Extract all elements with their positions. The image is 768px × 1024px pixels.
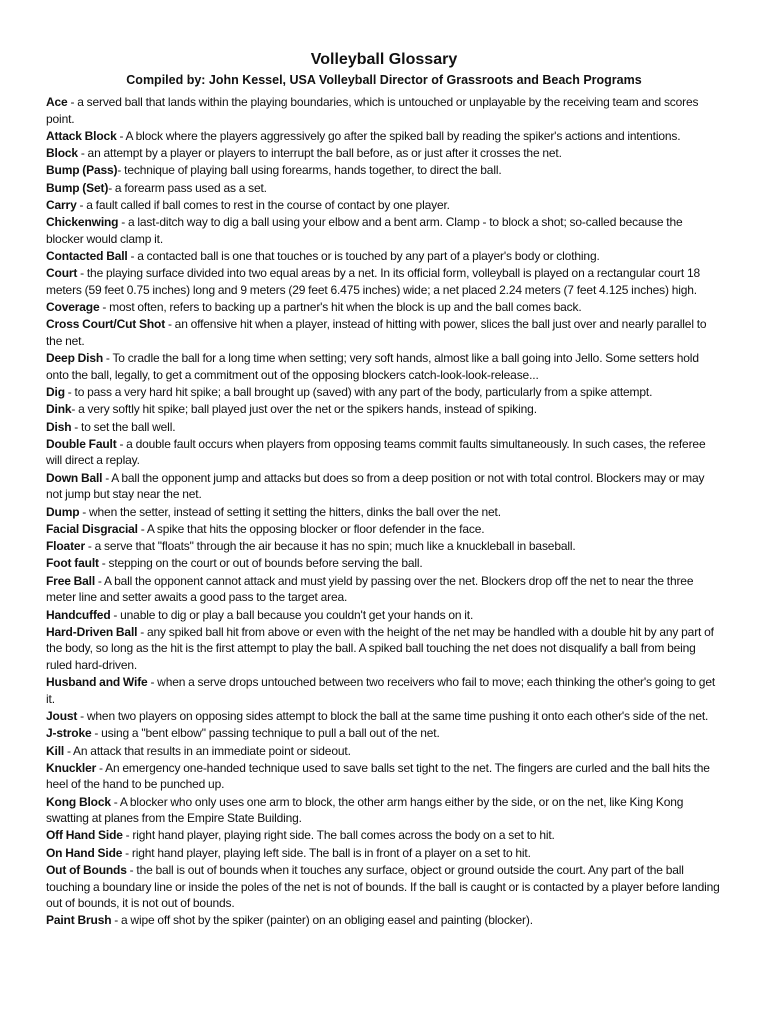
document-title: Volleyball Glossary xyxy=(310,51,458,68)
glossary-term: Bump (Pass) xyxy=(46,163,118,178)
glossary-term: Carry xyxy=(46,197,77,212)
glossary-entry xyxy=(46,436,722,469)
glossary-definition: - the ball is out of bounds when it touches any surface, object or ground outside the court. Any part of the ball touching a boundary line or inside the poles of the net is not of bounds. If the ball is caught or is contacted by a player before landing out of bounds, it is not out of bounds. xyxy=(46,863,720,910)
glossary-definition: - To cradle the ball for a long time when setting; very soft hands, almost like a ball going into Jello. Some setters hold onto the ball, legally, to get a commitment out of the opposing blockers catch-look-look-release... xyxy=(46,351,699,382)
glossary-definition: - to set the ball well. xyxy=(71,419,176,434)
glossary-entry xyxy=(46,145,722,162)
glossary-definition: - most often, refers to backing up a partner's hit when the block is up and the ball comes back. xyxy=(99,300,582,315)
glossary-term: Hard-Driven Ball xyxy=(46,624,138,639)
glossary-term: Attack Block xyxy=(46,128,117,143)
glossary-term: Cross Court/Cut Shot xyxy=(46,317,166,332)
glossary-term: Double Fault xyxy=(46,436,117,451)
glossary-entry xyxy=(46,265,722,298)
glossary-term: Joust xyxy=(46,708,78,723)
glossary-definition: - when a serve drops untouched between two receivers who fail to move; each thinking the other's going to get it. xyxy=(46,675,716,706)
glossary-definition: - when two players on opposing sides attempt to block the ball at the same time pushing it onto each other's side of the net. xyxy=(77,708,709,723)
glossary-entry xyxy=(46,760,722,793)
glossary-definition: - a very softly hit spike; ball played just over the net or the spikers hands, instead of spiking. xyxy=(71,402,537,417)
glossary-definition: - an attempt by a player or players to interrupt the ball before, as or just after it crosses the net. xyxy=(77,146,562,161)
glossary-entry xyxy=(46,299,722,316)
glossary-term: Foot fault xyxy=(46,556,99,571)
glossary-term: Handcuffed xyxy=(46,607,111,622)
glossary-definition: - unable to dig or play a ball because you couldn't get your hands on it. xyxy=(110,607,474,622)
glossary-term: Dig xyxy=(46,385,65,400)
glossary-term: Dink xyxy=(46,402,72,417)
glossary-definition: - A spike that hits the opposing blocker or floor defender in the face. xyxy=(137,521,485,536)
glossary-entry xyxy=(46,470,722,503)
glossary-entry xyxy=(46,316,722,349)
glossary-definition: - when the setter, instead of setting it setting the hitters, dinks the ball over the net. xyxy=(79,504,501,519)
glossary-term: J-stroke xyxy=(46,726,92,741)
glossary-definition: - a double fault occurs when players from opposing teams commit faults simultaneously. In such cases, the referee will direct a replay. xyxy=(46,436,706,468)
glossary-entry xyxy=(46,384,722,401)
glossary-entry xyxy=(46,725,722,742)
glossary-term: Court xyxy=(46,266,78,281)
glossary-entry xyxy=(46,350,722,383)
glossary-definition: - to pass a very hard hit spike; a ball brought up (saved) with any part of the body, particularly from a spike attempt. xyxy=(64,385,653,400)
glossary-definition: - a forearm pass used as a set. xyxy=(108,180,267,195)
glossary-entry xyxy=(46,845,722,862)
glossary-definition: - any spiked ball hit from above or even with the height of the net may be handled with a double hit by any part of the body, so long as the hit is the first attempt to play the ball. A spiked ball touching the net does not disqualify a ball from being ruled hard-driven. xyxy=(46,624,714,672)
glossary-entry-list xyxy=(46,94,722,929)
glossary-term: Paint Brush xyxy=(46,913,112,928)
glossary-term: Husband and Wife xyxy=(46,675,148,690)
glossary-term: Floater xyxy=(46,539,85,554)
glossary-definition: - right hand player, playing right side. The ball comes across the body on a set to hit. xyxy=(122,828,555,843)
glossary-term: Block xyxy=(46,146,78,161)
glossary-definition: - technique of playing ball using forearms, hands together, to direct the ball. xyxy=(117,163,502,178)
glossary-entry xyxy=(46,708,722,725)
glossary-term: Coverage xyxy=(46,300,100,315)
glossary-entry xyxy=(46,214,722,247)
glossary-definition: - right hand player, playing left side. The ball is in front of a player on a set to hit. xyxy=(122,845,531,860)
glossary-entry xyxy=(46,180,722,197)
glossary-term: Free Ball xyxy=(46,573,96,588)
glossary-term: Kill xyxy=(46,743,65,758)
glossary-term: Ace xyxy=(46,95,68,109)
glossary-entry xyxy=(46,862,722,912)
glossary-definition: - stepping on the court or out of bounds before serving the ball. xyxy=(98,556,423,571)
glossary-entry xyxy=(46,401,722,418)
glossary-entry xyxy=(46,162,722,179)
glossary-definition: - a served ball that lands within the playing boundaries, which is untouched or unplayable by the receiving team and scores point. xyxy=(46,95,699,126)
glossary-definition: - an offensive hit when a player, instead of hitting with power, slices the ball just over and nearly parallel to the net. xyxy=(46,317,707,348)
glossary-entry xyxy=(46,94,722,127)
glossary-term: Out of Bounds xyxy=(46,863,127,877)
glossary-definition: - a serve that "floats" through the air because it has no spin; much like a knuckleball in baseball. xyxy=(84,539,576,554)
glossary-definition: - A ball the opponent jump and attacks but does so from a deep position or not with total control. Blockers may or may not jump but stay near the net. xyxy=(46,470,705,502)
glossary-entry xyxy=(46,912,722,929)
glossary-term: Chickenwing xyxy=(46,215,119,230)
glossary-entry xyxy=(46,743,722,760)
glossary-entry xyxy=(46,419,722,436)
glossary-term: Dump xyxy=(46,504,80,519)
glossary-term: Off Hand Side xyxy=(46,828,123,843)
glossary-definition: - A ball the opponent cannot attack and must yield by passing over the net. Blockers drop off the net to near the three meter line and setter awaits a good pass to the target area. xyxy=(46,573,694,605)
glossary-term: Down Ball xyxy=(46,470,103,485)
glossary-entry xyxy=(46,624,722,674)
glossary-definition: - a fault called if ball comes to rest in the course of contact by one player. xyxy=(76,197,450,212)
glossary-entry xyxy=(46,674,722,707)
glossary-entry xyxy=(46,573,722,606)
glossary-term: Bump (Set) xyxy=(46,180,109,195)
glossary-term: On Hand Side xyxy=(46,845,123,860)
glossary-entry xyxy=(46,248,722,265)
glossary-entry xyxy=(46,128,722,145)
glossary-term: Facial Disgracial xyxy=(46,521,138,536)
glossary-definition: - the playing surface divided into two equal areas by a net. In its official form, volleyball is played on a rectangular court 18 meters (59 feet 0.75 inches) long and 9 meters (29 feet 6.475 inches) wide; a net placed 2.24 meters (7 feet 4.125 inches) high. xyxy=(46,266,701,297)
glossary-entry xyxy=(46,504,722,521)
glossary-definition: - a wipe off shot by the spiker (painter) on an obliging easel and painting (blocker). xyxy=(111,913,533,928)
glossary-entry xyxy=(46,607,722,624)
glossary-entry xyxy=(46,827,722,844)
glossary-term: Knuckler xyxy=(46,760,97,775)
glossary-term: Contacted Ball xyxy=(46,249,128,264)
glossary-entry xyxy=(46,794,722,827)
glossary-definition: - A blocker who only uses one arm to block, the other arm hangs either by the side, or on the net, like King Kong swatting at planes from the Empire State Building. xyxy=(46,794,684,826)
glossary-definition: - a last-ditch way to dig a ball using your elbow and a bent arm. Clamp - to block a shot; so-called because the blocker would clamp it. xyxy=(46,215,683,246)
glossary-term: Kong Block xyxy=(46,794,111,809)
glossary-definition: - A block where the players aggressively go after the spiked ball by reading the spiker's actions and intentions. xyxy=(116,128,681,143)
glossary-definition: - An emergency one-handed technique used to save balls set tight to the net. The fingers are curled and the ball hits the heel of the hand to be punched up. xyxy=(46,760,710,792)
glossary-term: Dish xyxy=(46,419,72,434)
document-subtitle: Compiled by: John Kessel, USA Volleyball Director of Grassroots and Beach Programs xyxy=(126,73,642,87)
glossary-definition: - An attack that results in an immediate point or sideout. xyxy=(64,743,351,758)
glossary-definition: - a contacted ball is one that touches or is touched by any part of a player's body or clothing. xyxy=(127,249,600,264)
glossary-definition: - using a "bent elbow" passing technique to pull a ball out of the net. xyxy=(91,726,440,741)
glossary-term: Deep Dish xyxy=(46,351,104,366)
glossary-entry xyxy=(46,555,722,572)
glossary-entry xyxy=(46,538,722,555)
glossary-entry xyxy=(46,197,722,214)
glossary-entry xyxy=(46,521,722,538)
